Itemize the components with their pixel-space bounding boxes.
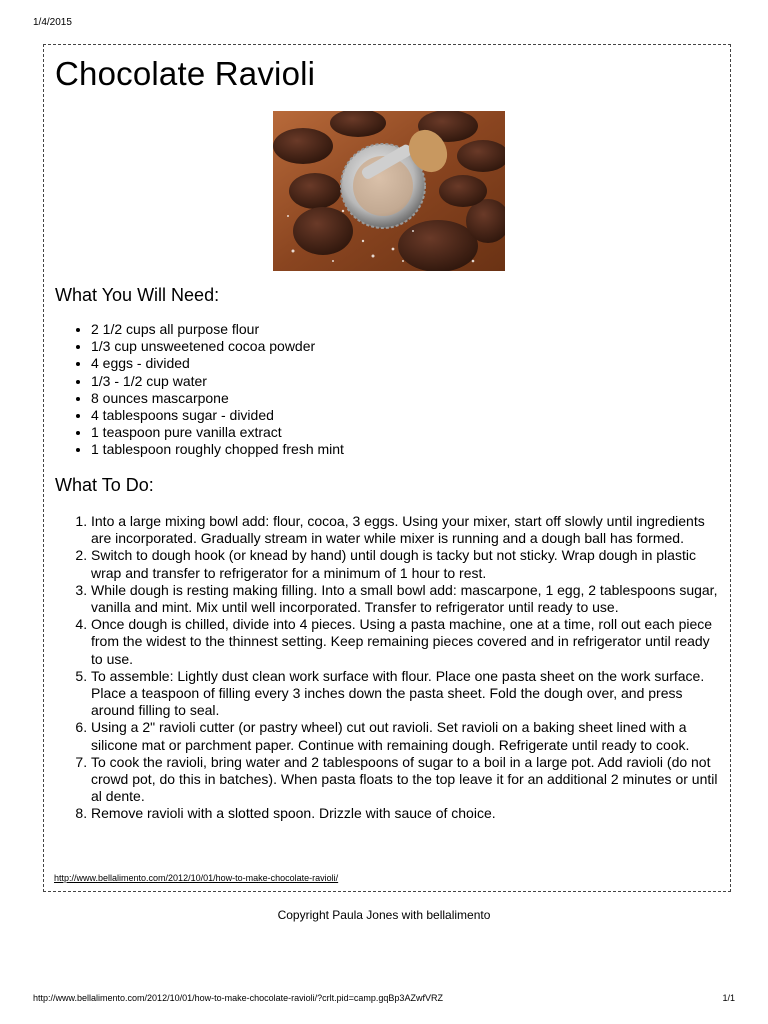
list-item: • 1 teaspoon pure vanilla extract bbox=[91, 424, 711, 441]
list-item: • 1/3 - 1/2 cup water bbox=[91, 373, 711, 390]
list-item: 2. Switch to dough hook (or knead by hand) until dough is tacky but not sticky. Wrap dough in plastic wrap and transfer to refrigerator for a minimum of 1 hour to rest. bbox=[91, 547, 721, 581]
recipe-card bbox=[43, 44, 731, 892]
list-item: • 2 1/2 cups all purpose flour bbox=[91, 321, 711, 338]
print-date: 1/4/2015 bbox=[33, 17, 72, 28]
list-item: 1. Into a large mixing bowl add: flour, cocoa, 3 eggs. Using your mixer, start off slowly until ingredients are incorporated. Gradually stream in water while mixer is running and a dough ball has formed. bbox=[91, 513, 721, 547]
step-list bbox=[44, 513, 721, 823]
source-link[interactable]: http://www.bellalimento.com/2012/10/01/how-to-make-chocolate-ravioli/ bbox=[54, 873, 339, 883]
list-item: • 1/3 cup unsweetened cocoa powder bbox=[91, 338, 711, 355]
footer-url: http://www.bellalimento.com/2012/10/01/how-to-make-chocolate-ravioli/?crlt.pid=camp.gqBp3AZwfVRZ bbox=[33, 993, 443, 1003]
ingredient-list bbox=[44, 321, 711, 459]
steps-heading: What To Do: bbox=[55, 475, 154, 495]
list-item: 6. Using a 2" ravioli cutter (or pastry wheel) cut out ravioli. Set ravioli on a baking sheet lined with a silicone mat or parchment paper. Continue with remaining dough. Refrigerate until ready to cook. bbox=[91, 719, 721, 753]
recipe-title: Chocolate Ravioli bbox=[55, 55, 316, 92]
list-item: • 4 eggs - divided bbox=[91, 355, 711, 372]
ingredients-heading: What You Will Need: bbox=[55, 285, 220, 305]
list-item: 7. To cook the ravioli, bring water and 2 tablespoons of sugar to a boil in a large pot. Add ravioli (do not crowd pot, do this in batches). When pasta floats to the top leave it for an additional 2 minutes or until al dente. bbox=[91, 754, 721, 806]
list-item: 4. Once dough is chilled, divide into 4 pieces. Using a pasta machine, one at a time, roll out each piece from the widest to the thinnest setting. Keep remaining pieces covered and in refrigerator until ready to use. bbox=[91, 616, 721, 668]
list-item: • 4 tablespoons sugar - divided bbox=[91, 407, 711, 424]
recipe-photo bbox=[273, 111, 505, 271]
list-item: • 8 ounces mascarpone bbox=[91, 390, 711, 407]
list-item: 8. Remove ravioli with a slotted spoon. Drizzle with sauce of choice. bbox=[91, 805, 721, 822]
list-item: • 1 tablespoon roughly chopped fresh mint bbox=[91, 441, 711, 458]
list-item: 3. While dough is resting making filling. Into a small bowl add: mascarpone, 1 egg, 2 tablespoons sugar, vanilla and mint. Mix until well incorporated. Transfer to refrigerator until ready to use. bbox=[91, 582, 721, 616]
page-number: 1/1 bbox=[722, 993, 735, 1003]
copyright-text: Copyright Paula Jones with bellalimento bbox=[277, 908, 491, 922]
list-item: 5. To assemble: Lightly dust clean work surface with flour. Place one pasta sheet on the work surface. Place a teaspoon of filling every 3 inches down the pasta sheet. Fold the dough over, and press around filling to seal. bbox=[91, 668, 721, 720]
